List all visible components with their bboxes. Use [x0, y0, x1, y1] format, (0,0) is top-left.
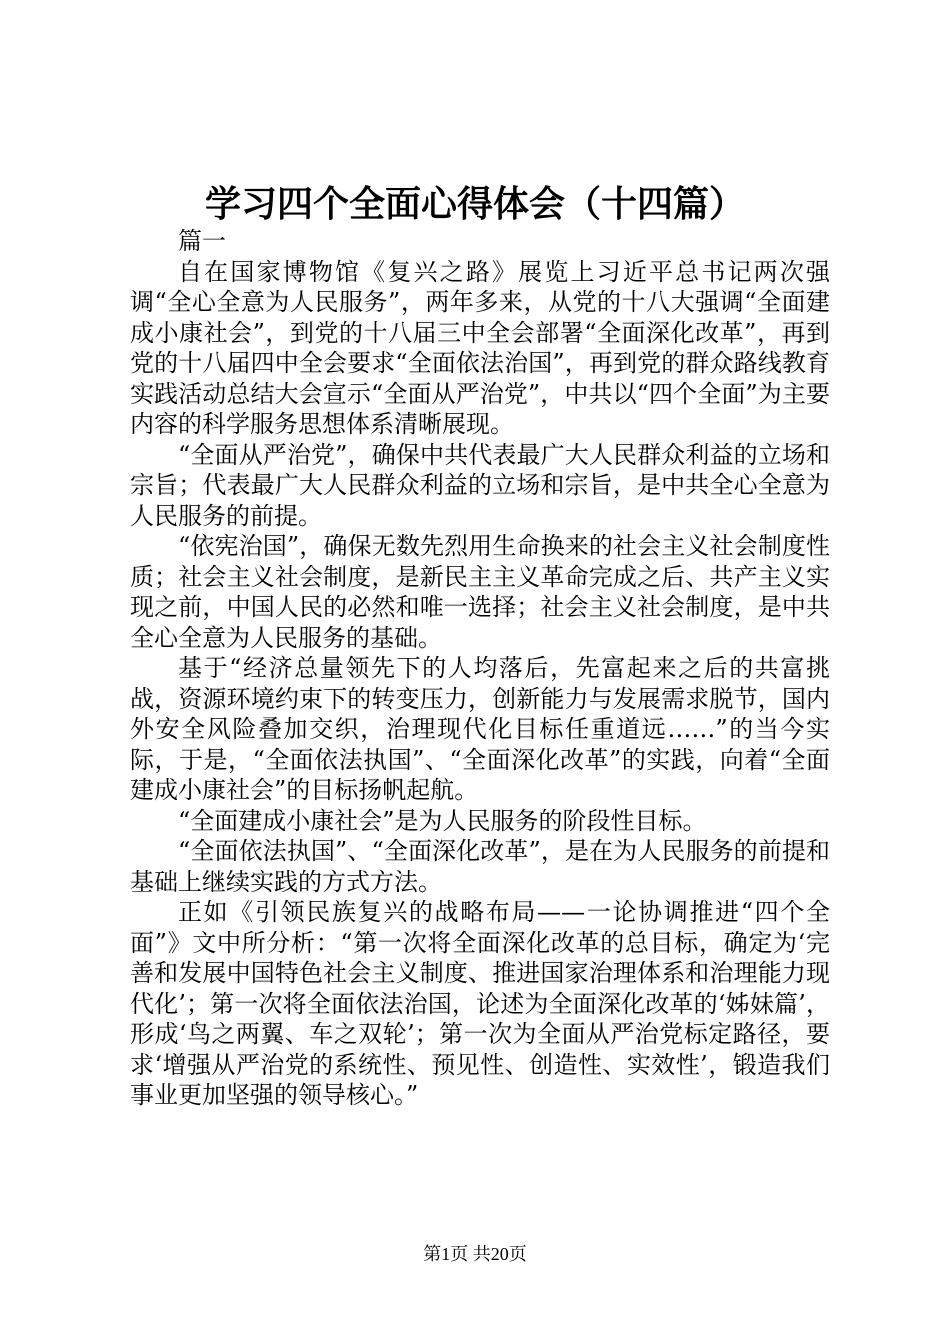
- document-title: 学习四个全面心得体会（十四篇）: [204, 183, 745, 225]
- document-body: [130, 226, 830, 1111]
- paragraph-4: 基于“经济总量领先下的人均落后，先富起来之后的共富挑战，资源环境约束下的转变压力，创新能力与发展需求脱节，国内外安全风险叠加交织，治理现代化目标任重道远……”的当今实际，于是，“全面依法执国”、“全面深化改革”的实践，向着“全面建成小康社会”的目标扬帆起航。: [130, 654, 830, 804]
- paragraph-5: “全面建成小康社会”是为人民服务的阶段性目标。: [178, 806, 707, 835]
- page-footer: 第1页 共20页: [423, 1244, 527, 1264]
- paragraph-7: 正如《引领民族复兴的战略布局——一论协调推进“四个全面”》文中所分析：“第一次将全面深化改革的总目标，确定为‘完善和发展中国特色社会主义制度、推进国家治理体系和治理能力现代化’；第一次将全面依法治国，论述为全面深化改革的‘姊妹篇’，形成‘鸟之两翼、车之双轮’；第一次为全面从严治党标定路径，要求‘增强从严治党的系统性、预见性、创造性、实效性’，锻造我们事业更加坚强的领导核心。”: [130, 898, 830, 1109]
- paragraph-6: “全面依法执国”、“全面深化改革”，是在为人民服务的前提和基础上继续实践的方式方法。: [130, 837, 830, 896]
- paragraph-3: “依宪治国”，确保无数先烈用生命换来的社会主义社会制度性质；社会主义社会制度，是新民主主义革命完成之后、共产主义实现之前，中国人民的必然和唯一选择；社会主义社会制度，是中共全心全意为人民服务的基础。: [130, 532, 830, 652]
- paragraph-2: “全面从严治党”，确保中共代表最广大人民群众利益的立场和宗旨；代表最广大人民群众利益的立场和宗旨，是中共全心全意为人民服务的前提。: [130, 440, 830, 530]
- section-label: 篇一: [178, 227, 226, 255]
- paragraph-1: 自在国家博物馆《复兴之路》展览上习近平总书记两次强调“全心全意为人民服务”，两年多来，从党的十八大强调“全面建成小康社会”，到党的十八届三中全会部署“全面深化改革”，再到党的十八届四中全会要求“全面依法治国”，再到党的群众路线教育实践活动总结大会宣示“全面从严治党”，中共以“四个全面”为主要内容的科学服务思想体系清晰展现。: [130, 257, 830, 438]
